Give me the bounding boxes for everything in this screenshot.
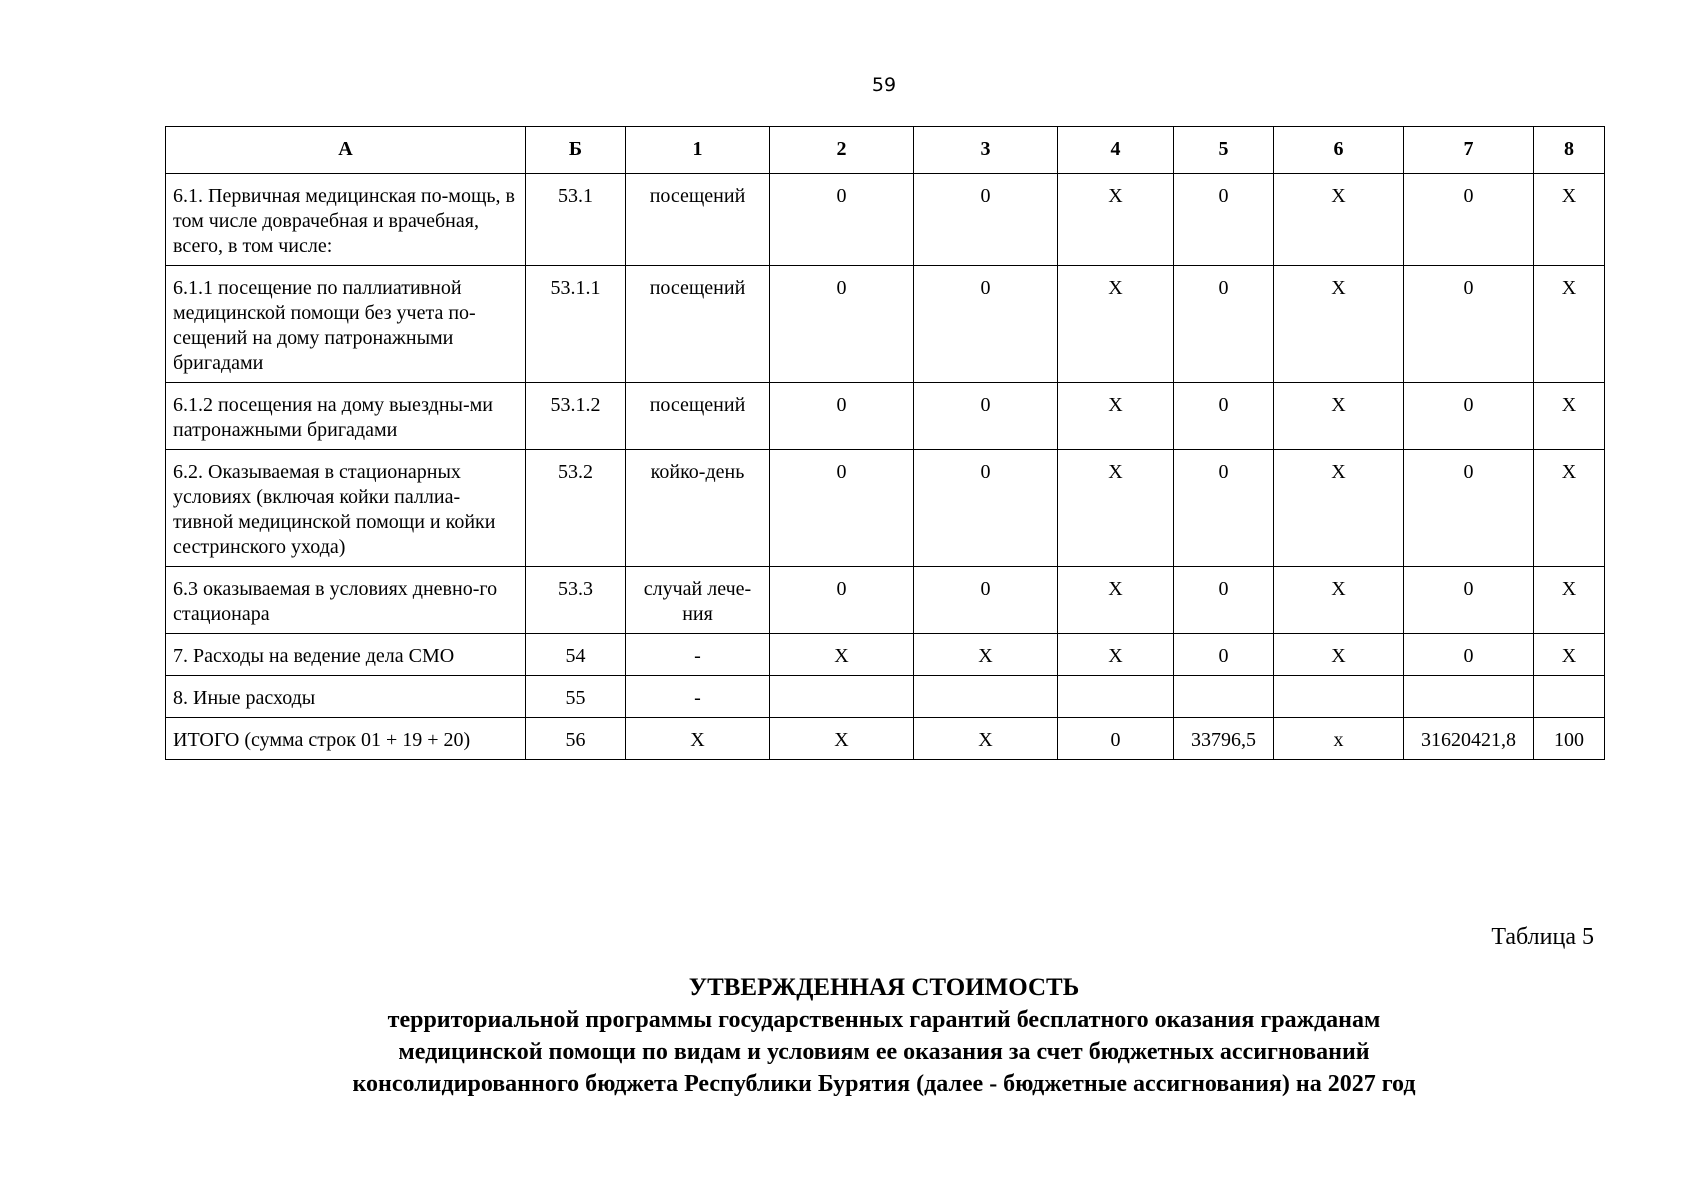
table-row xyxy=(166,718,1605,760)
table-cell: 33796,5 xyxy=(1174,718,1274,760)
table-row xyxy=(166,450,1605,567)
header-cell: А xyxy=(166,127,526,174)
table-cell: 0 xyxy=(1174,634,1274,676)
table-cell: X xyxy=(1274,383,1404,450)
table-cell: 53.1.2 xyxy=(526,383,626,450)
table-row xyxy=(166,383,1605,450)
table-cell: 0 xyxy=(914,266,1058,383)
header-cell: 4 xyxy=(1058,127,1174,174)
table-row xyxy=(166,174,1605,266)
table-cell: 0 xyxy=(1058,718,1174,760)
table-cell: посещений xyxy=(626,383,770,450)
table-cell: 0 xyxy=(1404,383,1534,450)
table-cell: - xyxy=(626,634,770,676)
row-label-cell: 6.1. Первичная медицинская по-мощь, в том числе доврачебная и врачебная, всего, в том числе: xyxy=(166,174,526,266)
table-cell: 0 xyxy=(1174,174,1274,266)
table-cell: 0 xyxy=(770,567,914,634)
table-cell: 0 xyxy=(1174,450,1274,567)
table-cell xyxy=(1534,676,1605,718)
table-cell: X xyxy=(914,718,1058,760)
table-cell: X xyxy=(770,634,914,676)
table-cell: 53.1 xyxy=(526,174,626,266)
table-cell: X xyxy=(626,718,770,760)
table-cell: 0 xyxy=(1404,450,1534,567)
table-label: Таблица 5 xyxy=(1491,924,1594,950)
title-line-1: территориальной программы государственных гарантий бесплатного оказания гражданам xyxy=(387,1007,1381,1033)
table-cell xyxy=(1058,676,1174,718)
table-cell: посещений xyxy=(626,174,770,266)
table-cell: 0 xyxy=(914,383,1058,450)
table-cell: 0 xyxy=(1404,634,1534,676)
table-row xyxy=(166,676,1605,718)
title-main: УТВЕРЖДЕННАЯ СТОИМОСТЬ xyxy=(688,974,1080,1001)
table-cell: 0 xyxy=(770,450,914,567)
table-cell: 0 xyxy=(1404,174,1534,266)
row-label-cell: 7. Расходы на ведение дела СМО xyxy=(166,634,526,676)
table-cell: 0 xyxy=(1404,567,1534,634)
title-line-2: медицинской помощи по видам и условиям ее оказания за счет бюджетных ассигнований xyxy=(398,1039,1370,1065)
table-cell: 0 xyxy=(1174,567,1274,634)
table-cell xyxy=(1404,676,1534,718)
table-cell: 53.2 xyxy=(526,450,626,567)
table-cell: 0 xyxy=(770,174,914,266)
table-cell: X xyxy=(1274,174,1404,266)
table-row xyxy=(166,634,1605,676)
table-cell: 53.3 xyxy=(526,567,626,634)
table-cell xyxy=(914,676,1058,718)
table-cell: X xyxy=(1534,266,1605,383)
table-cell: посещений xyxy=(626,266,770,383)
table-cell: X xyxy=(1534,174,1605,266)
table-cell: 0 xyxy=(770,266,914,383)
table-cell: X xyxy=(1058,174,1174,266)
row-label-cell: 6.2. Оказываемая в стационарных условиях (включая койки паллиа-тивной медицинской помощи и койки сестринского ухода) xyxy=(166,450,526,567)
row-label-cell: 6.3 оказываемая в условиях дневно-го стационара xyxy=(166,567,526,634)
header-cell: Б xyxy=(526,127,626,174)
table-cell: 0 xyxy=(914,174,1058,266)
header-cell: 3 xyxy=(914,127,1058,174)
table-cell: X xyxy=(1274,567,1404,634)
table-cell: X xyxy=(1534,634,1605,676)
table-cell: X xyxy=(770,718,914,760)
table-cell: X xyxy=(1274,634,1404,676)
table-cell: X xyxy=(1058,383,1174,450)
table-cell: X xyxy=(1274,266,1404,383)
table-cell: X xyxy=(1534,567,1605,634)
table-cell: X xyxy=(1534,450,1605,567)
header-row xyxy=(166,127,1605,174)
cost-table xyxy=(165,126,1605,760)
table-cell: 0 xyxy=(1174,266,1274,383)
table-cell: койко-день xyxy=(626,450,770,567)
table-cell: 0 xyxy=(1174,383,1274,450)
row-label-cell: 6.1.2 посещения на дому выездны-ми патронажными бригадами xyxy=(166,383,526,450)
table-cell xyxy=(1274,676,1404,718)
table-cell: - xyxy=(626,676,770,718)
header-cell: 5 xyxy=(1174,127,1274,174)
header-cell: 1 xyxy=(626,127,770,174)
table-cell: 0 xyxy=(914,450,1058,567)
table-cell: X xyxy=(1534,383,1605,450)
table-cell: X xyxy=(1058,567,1174,634)
table-row xyxy=(166,567,1605,634)
table-cell: случай лече-ния xyxy=(626,567,770,634)
table-cell: 54 xyxy=(526,634,626,676)
title-line-3: консолидированного бюджета Республики Бурятия (далее - бюджетные ассигнования) на 2027 год xyxy=(352,1071,1416,1097)
table-cell: X xyxy=(1274,450,1404,567)
table-cell: 0 xyxy=(914,567,1058,634)
table-cell: 100 xyxy=(1534,718,1605,760)
table-cell: 0 xyxy=(770,383,914,450)
header-cell: 2 xyxy=(770,127,914,174)
table-cell: 55 xyxy=(526,676,626,718)
table-cell: 31620421,8 xyxy=(1404,718,1534,760)
table-cell: X xyxy=(1058,450,1174,567)
table-cell: X xyxy=(1058,634,1174,676)
table-row xyxy=(166,266,1605,383)
table-cell xyxy=(770,676,914,718)
table-cell: 56 xyxy=(526,718,626,760)
row-label-cell: 8. Иные расходы xyxy=(166,676,526,718)
table-cell: X xyxy=(1058,266,1174,383)
table-cell: 0 xyxy=(1404,266,1534,383)
table-cell: 53.1.1 xyxy=(526,266,626,383)
title-block xyxy=(0,972,1698,1100)
header-cell: 7 xyxy=(1404,127,1534,174)
header-cell: 6 xyxy=(1274,127,1404,174)
table-cell: X xyxy=(914,634,1058,676)
row-label-cell: 6.1.1 посещение по паллиативной медицинской помощи без учета по-сещений на дому патронажными бригадами xyxy=(166,266,526,383)
page-number: 59 xyxy=(871,74,897,96)
row-label-cell: ИТОГО (сумма строк 01 + 19 + 20) xyxy=(166,718,526,760)
table-cell xyxy=(1174,676,1274,718)
table-cell: x xyxy=(1274,718,1404,760)
header-cell: 8 xyxy=(1534,127,1605,174)
